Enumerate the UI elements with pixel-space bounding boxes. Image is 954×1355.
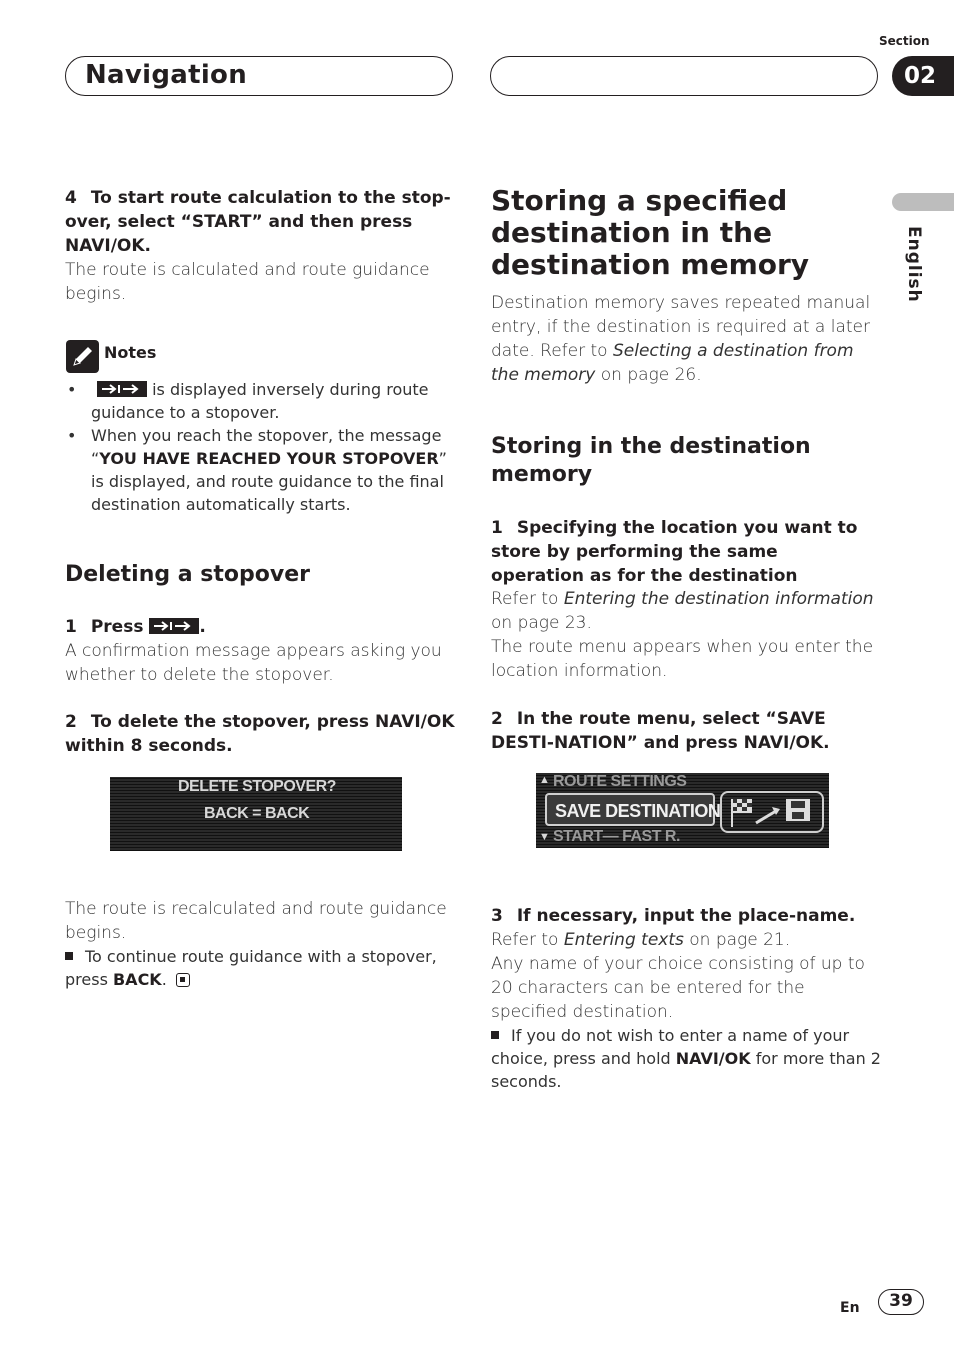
- section-number-badge: 02: [892, 56, 954, 96]
- storing-destination-heading: Storing a specified destination in the destination memory: [491, 184, 810, 281]
- notes-pencil-icon: [66, 340, 99, 373]
- recalculated-body: The route is recalculated and route guidance begins.: [65, 899, 447, 943]
- store-step-1-body: Refer to Entering the destination information on page 23. The route menu appears when you enter the location information.: [491, 589, 874, 681]
- note-item-1: • is displayed inversely during route guidance to a stopover.: [67, 380, 429, 422]
- storing-intro: Destination memory saves repeated manual entry, if the destination is required at a later date. Refer to Selecting a destination from the memory on page 26.: [491, 293, 871, 385]
- language-label: English: [904, 226, 924, 303]
- continue-note: To continue route guidance with a stopover, press BACK.: [65, 947, 437, 989]
- place-name-note: If you do not wish to enter a name of your choice, press and hold NAVI/OK for more than 2 seconds.: [491, 1026, 881, 1091]
- delete-step-1-body: A confirmation message appears asking you whether to delete the stopover.: [65, 641, 442, 685]
- delete-step-2-title: 2 To delete the stopover, press NAVI/OK within 8 seconds.: [65, 712, 455, 756]
- delete-step-1-title: 1 Press .: [65, 617, 206, 637]
- store-step-3-title: 3 If necessary, input the place-name.: [491, 906, 856, 926]
- store-step-1-title: 1 Specifying the location you want to store by performing the same operation as for the destination: [491, 518, 858, 586]
- language-tab: [892, 193, 954, 211]
- delete-stopover-screen: [110, 777, 402, 851]
- destination-flag-icon: [720, 791, 824, 833]
- stopover-arrows-icon: [149, 618, 199, 634]
- deleting-stopover-heading: Deleting a stopover: [65, 562, 310, 587]
- store-step-3-body: Refer to Entering texts on page 21. Any name of your choice consisting of up to 20 characters can be entered for the specified destination.: [491, 930, 865, 1022]
- stopover-arrows-icon: [97, 381, 147, 397]
- route-settings-screen: [536, 773, 829, 848]
- screen-bottom-line: START— FAST R.: [553, 828, 680, 845]
- footer-language-code: En: [840, 1300, 860, 1316]
- storing-memory-subheading: Storing in the destination memory: [491, 434, 811, 487]
- section-label: Section: [879, 34, 930, 48]
- note-item-2: • When you reach the stopover, the message “YOU HAVE REACHED YOUR STOPOVER” is displayed, and route guidance to the final destination automatically starts.: [67, 426, 447, 514]
- arrow-down-icon: ▼: [539, 831, 550, 843]
- notes-list: [65, 378, 455, 516]
- end-mark-icon: [176, 973, 190, 987]
- store-step-2-title: 2 In the route menu, select “SAVE DESTI-NATION” and press NAVI/OK.: [491, 709, 830, 753]
- step-4-body: The route is calculated and route guidance begins.: [65, 260, 430, 304]
- step-4-title: 4 To start route calculation to the stop-over, select “START” and then press NAVI/OK.: [65, 188, 451, 256]
- notes-title: Notes: [104, 343, 157, 362]
- square-bullet-icon: [65, 952, 73, 960]
- page-number: 39: [878, 1289, 924, 1315]
- screen-top-line: ROUTE SETTINGS: [553, 773, 687, 790]
- page-title: Navigation: [85, 60, 248, 90]
- arrow-up-icon: ▲: [539, 774, 550, 786]
- screen-line-2: BACK = BACK: [204, 805, 310, 822]
- square-bullet-icon: [491, 1031, 499, 1039]
- selected-menu-item: SAVE DESTINATION: [545, 793, 715, 826]
- screen-line-1: DELETE STOPOVER?: [178, 778, 336, 795]
- right-header-pill: [490, 56, 878, 96]
